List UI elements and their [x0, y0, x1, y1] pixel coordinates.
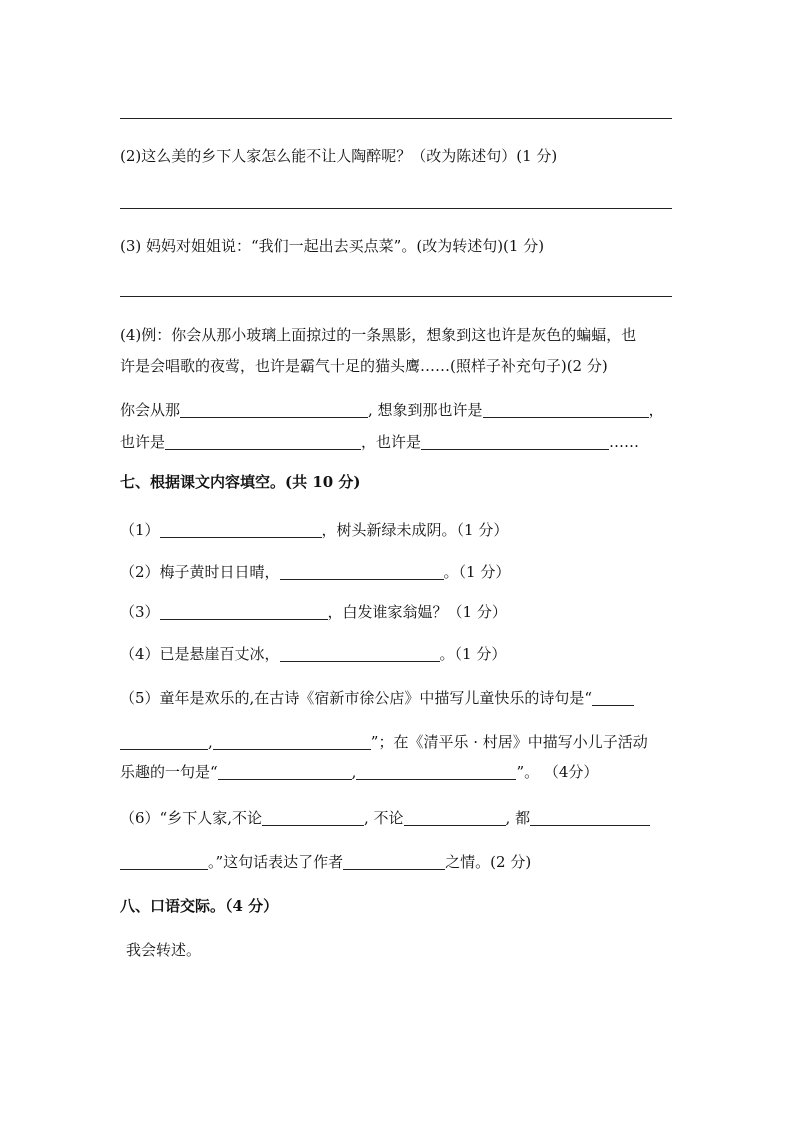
question-6-2: (2)这么美的乡下人家怎么能不让人陶醉呢？（改为陈述句）(1 分) — [120, 147, 558, 165]
blank[interactable] — [404, 809, 506, 826]
question-7-1 — [120, 520, 508, 540]
fill-text: …… — [609, 433, 640, 451]
item-text: , 都 — [505, 809, 531, 827]
item-text: ，树头新绿未成阴。（1 分） — [321, 521, 509, 539]
blank[interactable] — [160, 521, 322, 538]
section-8-text: 我会转述。 — [126, 941, 202, 959]
item-text: 之情。(2 分) — [445, 853, 532, 871]
blank[interactable] — [280, 563, 444, 580]
blank[interactable] — [262, 809, 364, 826]
blank[interactable] — [180, 401, 368, 418]
question-7-3 — [120, 602, 507, 622]
blank[interactable] — [530, 809, 650, 826]
section-8-title: 八、口语交际。（4 分） — [120, 897, 279, 915]
question-7-6-line2 — [120, 852, 531, 872]
blank[interactable] — [218, 763, 352, 780]
question-7-4 — [120, 644, 506, 664]
item-text: , — [208, 733, 213, 751]
question-7-2 — [120, 562, 510, 582]
blank[interactable] — [120, 853, 208, 870]
question-7-5-line2 — [120, 732, 648, 752]
answer-line-3[interactable] — [120, 296, 672, 297]
item-text: , 不论 — [363, 809, 404, 827]
item-text: ”。 （4分） — [516, 763, 599, 781]
blank[interactable] — [356, 763, 516, 780]
item-num: （3） — [120, 603, 160, 621]
question-6-4-line1: (4)例：你会从那小玻璃上面掠过的一条黑影，想象到这也许是灰色的蝙蝠，也 — [120, 326, 637, 344]
blank[interactable] — [343, 853, 445, 870]
blank[interactable] — [213, 733, 371, 750]
answer-line-2[interactable] — [120, 208, 672, 209]
blank[interactable] — [120, 733, 208, 750]
section-7-title: 七、根据课文内容填空。(共 10 分) — [120, 473, 361, 491]
fill-text: 也许是 — [120, 433, 166, 451]
fill-line-1 — [120, 400, 664, 420]
blank[interactable] — [421, 433, 609, 450]
item-text: 。”这句话表达了作者 — [208, 853, 344, 871]
item-text: 。（1 分） — [443, 563, 511, 581]
question-7-5-line1 — [120, 688, 634, 708]
question-6-3: (3) 妈妈对姐姐说：“我们一起出去买点菜”。(改为转述句)(1 分) — [120, 237, 545, 255]
item-text: 。（1 分） — [439, 645, 507, 663]
item-text: （2）梅子黄时日日晴， — [120, 563, 280, 581]
fill-text: , 想象到那也许是 — [368, 401, 483, 419]
item-text: （5）童年是欢乐的,在古诗《宿新市徐公店》中描写儿童快乐的诗句是“ — [120, 689, 592, 707]
fill-text: 你会从那 — [120, 401, 181, 419]
question-6-4-line2: 许是会唱歌的夜莺，也许是霸气十足的猫头鹰……(照样子补充句子)(2 分) — [120, 357, 608, 375]
blank[interactable] — [160, 603, 328, 620]
blank[interactable] — [592, 689, 634, 706]
fill-text: ，也许是 — [361, 433, 422, 451]
answer-line-1[interactable] — [120, 118, 672, 119]
blank[interactable] — [280, 645, 440, 662]
blank[interactable] — [165, 433, 361, 450]
item-text: （4）已是悬崖百丈冰， — [120, 645, 280, 663]
item-num: （1） — [120, 521, 160, 539]
item-text: 乐趣的一句是“ — [120, 763, 218, 781]
question-7-5-line3 — [120, 762, 598, 782]
item-text: （6）“乡下人家,不论 — [120, 809, 262, 827]
fill-text: ， — [648, 401, 664, 419]
item-text: , — [351, 763, 357, 781]
item-text: ，白发谁家翁媪？（1 分） — [327, 603, 507, 621]
fill-line-2 — [120, 432, 639, 452]
item-text: ”；在《清平乐 · 村居》中描写小儿子活动 — [370, 733, 648, 751]
blank[interactable] — [483, 401, 649, 418]
question-7-6-line1 — [120, 808, 650, 828]
